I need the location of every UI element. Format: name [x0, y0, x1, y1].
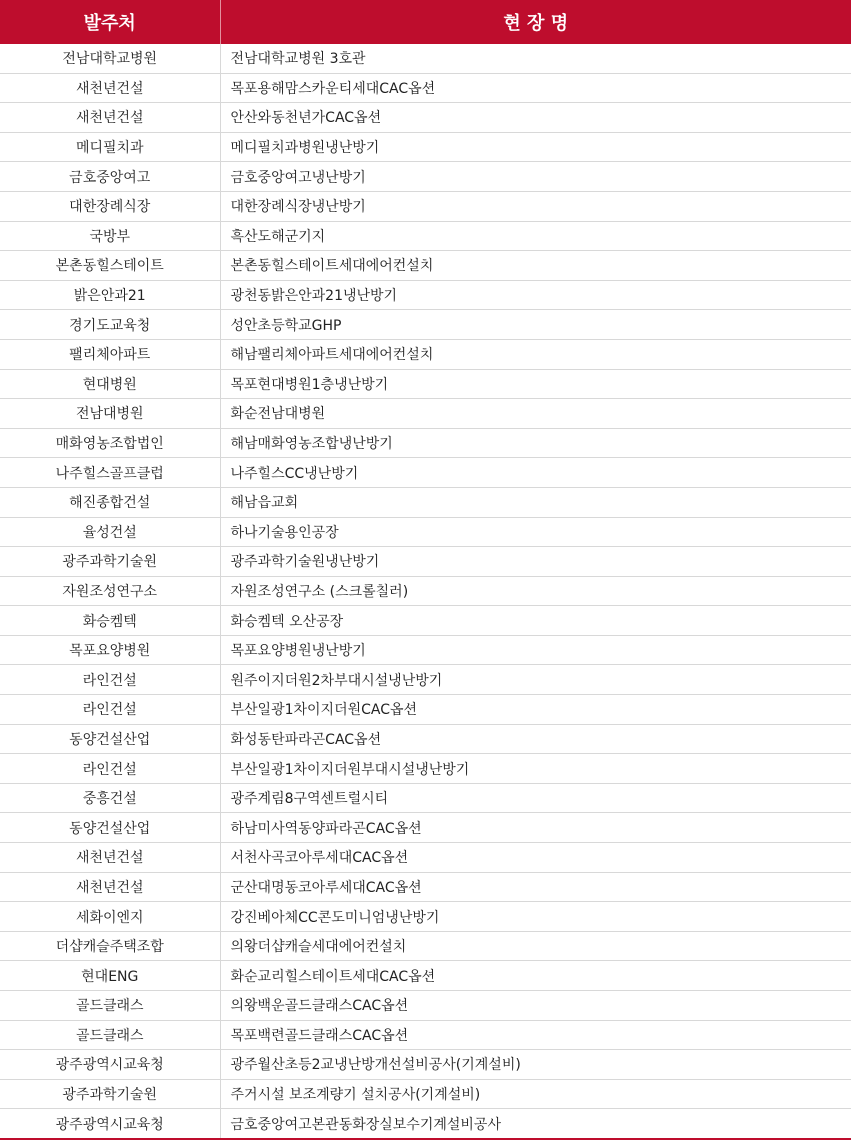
site-cell: 광주계림8구역센트럴시티 [220, 783, 851, 813]
table-row [0, 132, 851, 162]
table-row [0, 458, 851, 488]
table-row [0, 931, 851, 961]
site-cell: 해남팰리체아파트세대에어컨설치 [220, 339, 851, 369]
client-cell: 금호중앙여고 [0, 162, 220, 192]
client-cell: 자원조성연구소 [0, 576, 220, 606]
site-cell: 목포현대병원1층냉난방기 [220, 369, 851, 399]
site-cell: 목포요양병원냉난방기 [220, 635, 851, 665]
site-cell: 부산일광1차이지더원CAC옵션 [220, 695, 851, 725]
table-row [0, 369, 851, 399]
client-cell: 밝은안과21 [0, 280, 220, 310]
site-cell: 화순교리힐스테이트세대CAC옵션 [220, 961, 851, 991]
client-cell: 현대병원 [0, 369, 220, 399]
client-cell: 나주힐스골프클럽 [0, 458, 220, 488]
table-row [0, 251, 851, 281]
client-cell: 세화이엔지 [0, 902, 220, 932]
site-cell: 부산일광1차이지더원부대시설냉난방기 [220, 754, 851, 784]
site-cell: 안산와동천년가CAC옵션 [220, 103, 851, 133]
client-cell: 해진종합건설 [0, 487, 220, 517]
site-cell: 원주이지더원2차부대시설냉난방기 [220, 665, 851, 695]
table-row [0, 1079, 851, 1109]
client-cell: 더샵캐슬주택조합 [0, 931, 220, 961]
site-cell: 화성동탄파라곤CAC옵션 [220, 724, 851, 754]
table-row [0, 44, 851, 73]
table-row [0, 576, 851, 606]
site-cell: 의왕백운골드클래스CAC옵션 [220, 991, 851, 1021]
client-cell: 국방부 [0, 221, 220, 251]
site-cell: 성안초등학교GHP [220, 310, 851, 340]
site-cell: 해남매화영농조합냉난방기 [220, 428, 851, 458]
table-row [0, 961, 851, 991]
table-row [0, 310, 851, 340]
table-row [0, 635, 851, 665]
client-cell: 매화영농조합법인 [0, 428, 220, 458]
site-cell: 군산대명동코아루세대CAC옵션 [220, 872, 851, 902]
site-cell: 메디필치과병원냉난방기 [220, 132, 851, 162]
client-cell: 율성건설 [0, 517, 220, 547]
client-cell: 라인건설 [0, 754, 220, 784]
client-cell: 본촌동힐스테이트 [0, 251, 220, 281]
client-cell: 현대ENG [0, 961, 220, 991]
table-row [0, 991, 851, 1021]
client-cell: 골드클래스 [0, 991, 220, 1021]
client-cell: 새천년건설 [0, 73, 220, 103]
site-cell: 자원조성연구소 (스크롤칠러) [220, 576, 851, 606]
client-cell: 동양건설산업 [0, 813, 220, 843]
table-row [0, 221, 851, 251]
table-row [0, 606, 851, 636]
table-row [0, 1109, 851, 1139]
table-row [0, 1020, 851, 1050]
site-cell: 화승켐텍 오산공장 [220, 606, 851, 636]
table-row [0, 339, 851, 369]
client-cell: 경기도교육청 [0, 310, 220, 340]
site-cell: 해남읍교회 [220, 487, 851, 517]
table-row [0, 665, 851, 695]
table-row [0, 428, 851, 458]
client-cell: 팰리체아파트 [0, 339, 220, 369]
table-row [0, 695, 851, 725]
column-header-client: 발주처 [0, 0, 220, 44]
client-cell: 새천년건설 [0, 103, 220, 133]
client-cell: 광주광역시교육청 [0, 1050, 220, 1080]
table-row [0, 783, 851, 813]
table-row [0, 162, 851, 192]
site-cell: 광주과학기술원냉난방기 [220, 547, 851, 577]
client-cell: 중흥건설 [0, 783, 220, 813]
client-cell: 광주과학기술원 [0, 1079, 220, 1109]
client-cell: 목포요양병원 [0, 635, 220, 665]
client-cell: 대한장례식장 [0, 191, 220, 221]
table-header-row [0, 0, 851, 44]
table-row [0, 487, 851, 517]
site-cell: 주거시설 보조계량기 설치공사(기계설비) [220, 1079, 851, 1109]
client-cell: 전남대학교병원 [0, 44, 220, 73]
client-cell: 새천년건설 [0, 872, 220, 902]
client-cell: 광주과학기술원 [0, 547, 220, 577]
table-row [0, 73, 851, 103]
site-cell: 서천사곡코아루세대CAC옵션 [220, 843, 851, 873]
site-cell: 화순전남대병원 [220, 399, 851, 429]
site-cell: 목포용해맘스카운티세대CAC옵션 [220, 73, 851, 103]
site-cell: 하남미사역동양파라곤CAC옵션 [220, 813, 851, 843]
site-cell: 강진베아체CC콘도미니엄냉난방기 [220, 902, 851, 932]
client-cell: 골드클래스 [0, 1020, 220, 1050]
client-cell: 전남대병원 [0, 399, 220, 429]
site-cell: 목포백련골드클래스CAC옵션 [220, 1020, 851, 1050]
site-cell: 광천동밝은안과21냉난방기 [220, 280, 851, 310]
table-body [0, 44, 851, 1139]
table-row [0, 517, 851, 547]
site-cell: 나주힐스CC냉난방기 [220, 458, 851, 488]
site-cell: 흑산도해군기지 [220, 221, 851, 251]
client-cell: 라인건설 [0, 665, 220, 695]
column-header-site: 현 장 명 [220, 0, 851, 44]
table-row [0, 103, 851, 133]
table-row [0, 813, 851, 843]
client-cell: 메디필치과 [0, 132, 220, 162]
site-cell: 광주월산초등2교냉난방개선설비공사(기계설비) [220, 1050, 851, 1080]
site-cell: 의왕더샵캐슬세대에어컨설치 [220, 931, 851, 961]
client-cell: 광주광역시교육청 [0, 1109, 220, 1139]
client-cell: 새천년건설 [0, 843, 220, 873]
site-cell: 금호중앙여고냉난방기 [220, 162, 851, 192]
table-row [0, 547, 851, 577]
client-cell: 라인건설 [0, 695, 220, 725]
table-row [0, 191, 851, 221]
table-row [0, 843, 851, 873]
client-cell: 동양건설산업 [0, 724, 220, 754]
site-cell: 전남대학교병원 3호관 [220, 44, 851, 73]
table-row [0, 754, 851, 784]
table-row [0, 1050, 851, 1080]
site-cell: 금호중앙여고본관동화장실보수기계설비공사 [220, 1109, 851, 1139]
site-cell: 본촌동힐스테이트세대에어컨설치 [220, 251, 851, 281]
client-cell: 화승켐텍 [0, 606, 220, 636]
site-cell: 하나기술용인공장 [220, 517, 851, 547]
table-row [0, 872, 851, 902]
table-row [0, 399, 851, 429]
table-row [0, 902, 851, 932]
site-cell: 대한장례식장냉난방기 [220, 191, 851, 221]
table-row [0, 724, 851, 754]
table-row [0, 280, 851, 310]
